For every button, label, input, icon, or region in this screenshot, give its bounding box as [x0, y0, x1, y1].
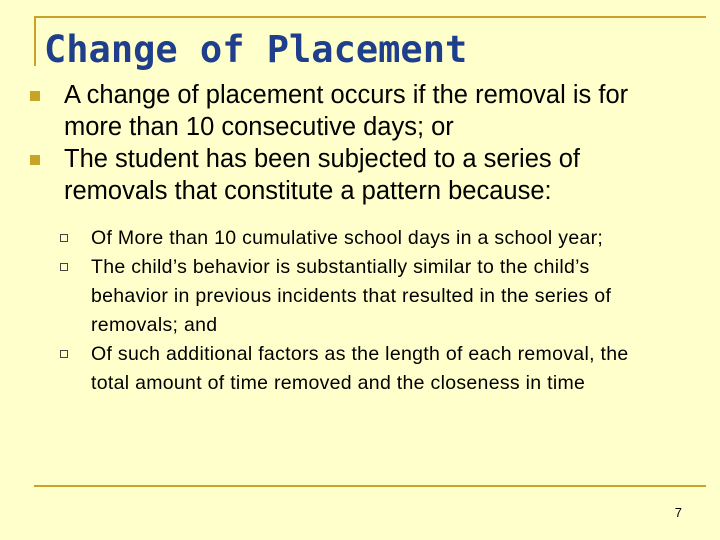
hollow-square-bullet-icon	[60, 234, 68, 242]
square-bullet-icon	[30, 91, 40, 101]
frame-bottom-rule	[34, 485, 706, 487]
bullet-text: A change of placement occurs if the removal is for more than 10 consecutive days; or	[64, 81, 629, 141]
sub-bullet-list	[0, 224, 720, 398]
slide-content	[0, 79, 720, 398]
bullet-item	[0, 143, 684, 207]
hollow-square-bullet-icon	[60, 263, 68, 271]
bullet-text: The student has been subjected to a series of removals that constitute a pattern because:	[64, 145, 581, 205]
frame-left-rule	[34, 16, 36, 66]
sub-bullet-text: Of More than 10 cumulative school days in a school year;	[91, 227, 604, 249]
sub-bullet-item	[0, 224, 661, 253]
square-bullet-icon	[30, 155, 40, 165]
sub-bullet-item	[0, 340, 661, 398]
frame-top-rule	[34, 16, 706, 18]
sub-bullet-text: The child’s behavior is substantially similar to the child’s behavior in previous incidents that resulted in the series of removals; and	[91, 256, 612, 336]
sub-bullet-text: Of such additional factors as the length of each removal, the total amount of time removed and the closeness in time	[91, 343, 629, 394]
slide-title: Change of Placement	[44, 28, 468, 71]
bullet-item	[0, 79, 684, 143]
sub-bullet-item	[0, 253, 661, 340]
hollow-square-bullet-icon	[60, 350, 68, 358]
page-number: 7	[674, 505, 682, 520]
